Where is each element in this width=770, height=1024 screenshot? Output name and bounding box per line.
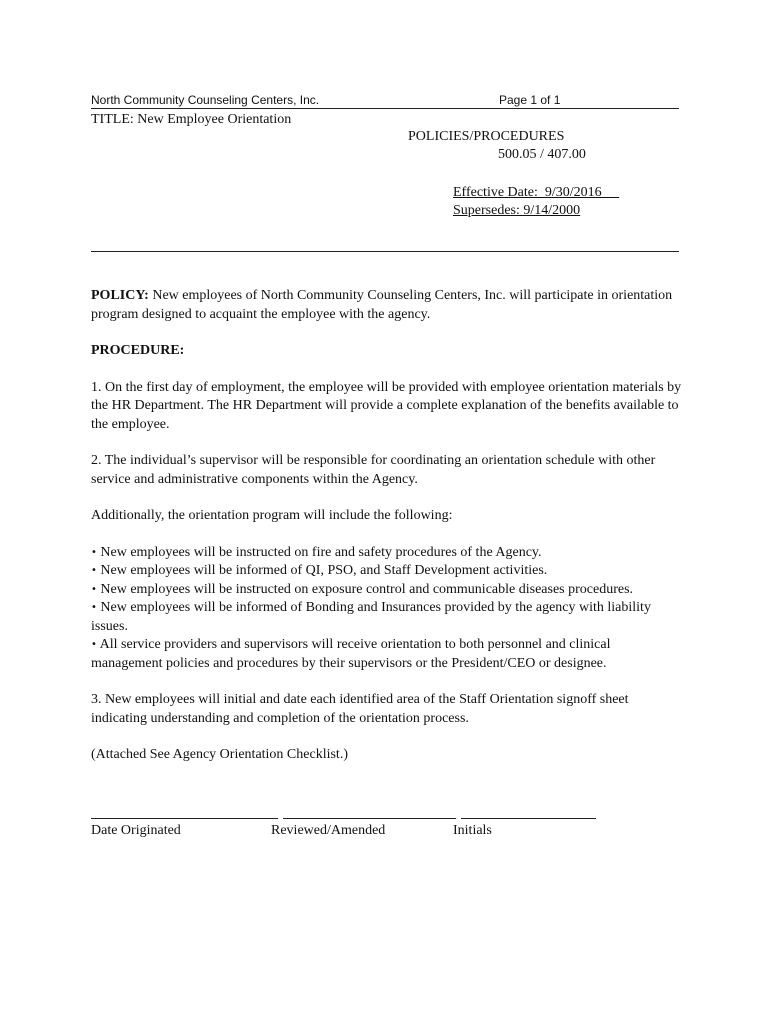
procedure-heading: PROCEDURE:	[91, 343, 185, 358]
step-2: 2. The individual’s supervisor will be responsible for coordinating an orientation schedule with other service and administrative components within the Agency.	[91, 453, 656, 487]
bullet-icon: •	[91, 583, 97, 595]
initials-label: Initials	[453, 823, 492, 838]
additionally-paragraph: Additionally, the orientation program will include the following:	[91, 508, 453, 523]
list-item: • New employees will be informed of QI, PSO, and Staff Development activities.	[91, 563, 548, 578]
list-item: • All service providers and supervisors will receive orientation to both personnel and clinical management policies and procedures by their supervisors or the President/CEO or designee.	[91, 637, 611, 671]
policy-paragraph	[91, 287, 683, 324]
step-3: 3. New employees will initial and date each identified area of the Staff Orientation signoff sheet indicating understanding and completion of the orientation process.	[91, 692, 629, 726]
initials-line	[461, 818, 596, 819]
page-number: Page 1 of 1	[499, 93, 561, 107]
bullet-icon: •	[91, 602, 97, 613]
list-item: • New employees will be instructed on exposure control and communicable diseases procedures.	[91, 581, 634, 597]
header-divider	[91, 251, 679, 252]
list-item: • New employees will be instructed on fire and safety procedures of the Agency.	[91, 544, 542, 560]
policy-text: New employees of North Community Counseling Centers, Inc. will participate in orientation program designed to acquaint the employee with the agency.	[91, 288, 673, 322]
document-title: TITLE: New Employee Orientation	[91, 112, 292, 127]
policy-label: POLICY:	[91, 288, 149, 303]
page-header	[91, 92, 679, 109]
policies-procedures-label: POLICIES/PROCEDURES	[408, 129, 565, 144]
date-originated-label: Date Originated	[91, 823, 181, 838]
bullet-icon: •	[91, 639, 97, 650]
date-originated-line	[91, 818, 278, 819]
reviewed-amended-line	[283, 818, 456, 819]
step-1: 1. On the first day of employment, the employee will be provided with employee orientation materials by the HR Department. The HR Department will provide a complete explanation of the benefits available to the employee.	[91, 379, 682, 432]
document-body	[91, 287, 683, 765]
bullet-icon: •	[91, 546, 97, 558]
list-item: • New employees will be informed of Bonding and Insurances provided by the agency with liability issues.	[91, 600, 651, 634]
orientation-bullet-list	[91, 544, 683, 674]
effective-date: Effective Date: 9/30/2016	[453, 185, 620, 200]
attached-note: (Attached See Agency Orientation Checklist.)	[91, 747, 348, 762]
reviewed-amended-label: Reviewed/Amended	[271, 823, 386, 838]
bullet-icon: •	[91, 565, 97, 576]
organization-name: North Community Counseling Centers, Inc.	[91, 93, 320, 107]
policy-number: 500.05 / 407.00	[498, 147, 586, 162]
supersedes-date: Supersedes: 9/14/2000	[453, 203, 581, 218]
